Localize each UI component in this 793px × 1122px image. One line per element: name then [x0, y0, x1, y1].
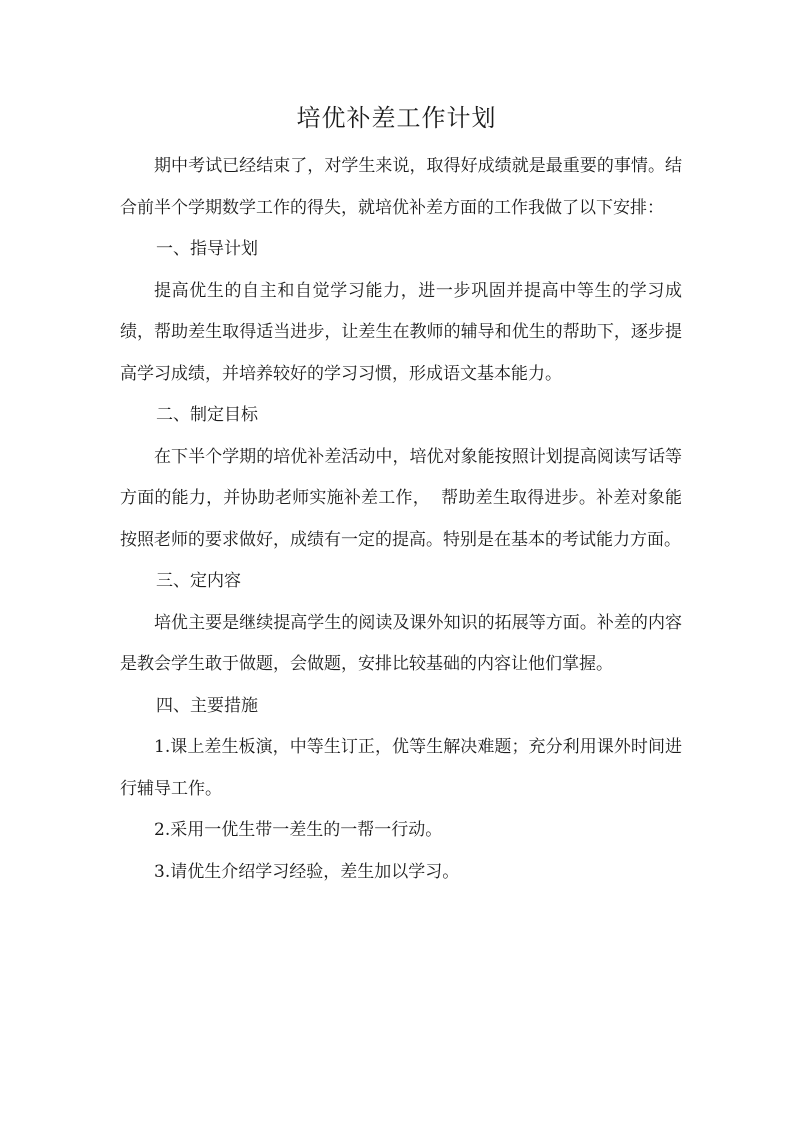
- section-heading-2: 二、制定目标: [156, 405, 258, 425]
- document-body: [120, 146, 682, 893]
- section-heading-1: 一、指导计划: [156, 239, 258, 259]
- section-heading-3: 三、定内容: [156, 571, 241, 591]
- section-4-item-2: 2.采用一优生带一差生的一帮一行动。: [154, 820, 443, 840]
- section-2-paragraph-1: 在下半个学期的培优补差活动中，培优对象能按照计划提高阅读写话等方面的能力，并协助老师实施补差工作， 帮助差生取得进步。补差对象能按照老师的要求做好，成绩有一定的提高。特别是在基本的考试能力方面。: [120, 446, 682, 550]
- intro-paragraph: 期中考试已经结束了，对学生来说，取得好成绩就是最重要的事情。结合前半个学期数学工作的得失，就培优补差方面的工作我做了以下安排：: [120, 156, 682, 218]
- section-heading-4: 四、主要措施: [156, 695, 258, 716]
- section-4-item-3: 3.请优生介绍学习经验，差生加以学习。: [154, 861, 460, 882]
- section-1-paragraph-1: 提高优生的自主和自觉学习能力，进一步巩固并提高中等生的学习成绩，帮助差生取得适当进步，让差生在教师的辅导和优生的帮助下，逐步提高学习成绩，并培养较好的学习习惯，形成语文基本能力。: [120, 280, 682, 384]
- section-3-paragraph-1: 培优主要是继续提高学生的阅读及课外知识的拓展等方面。补差的内容是教会学生敢于做题，会做题，安排比较基础的内容让他们掌握。: [120, 612, 682, 674]
- section-4-item-1: 1.课上差生板演，中等生订正，优等生解决难题；充分利用课外时间进行辅导工作。: [120, 737, 682, 799]
- document-title: 培优补差工作计划: [296, 104, 497, 132]
